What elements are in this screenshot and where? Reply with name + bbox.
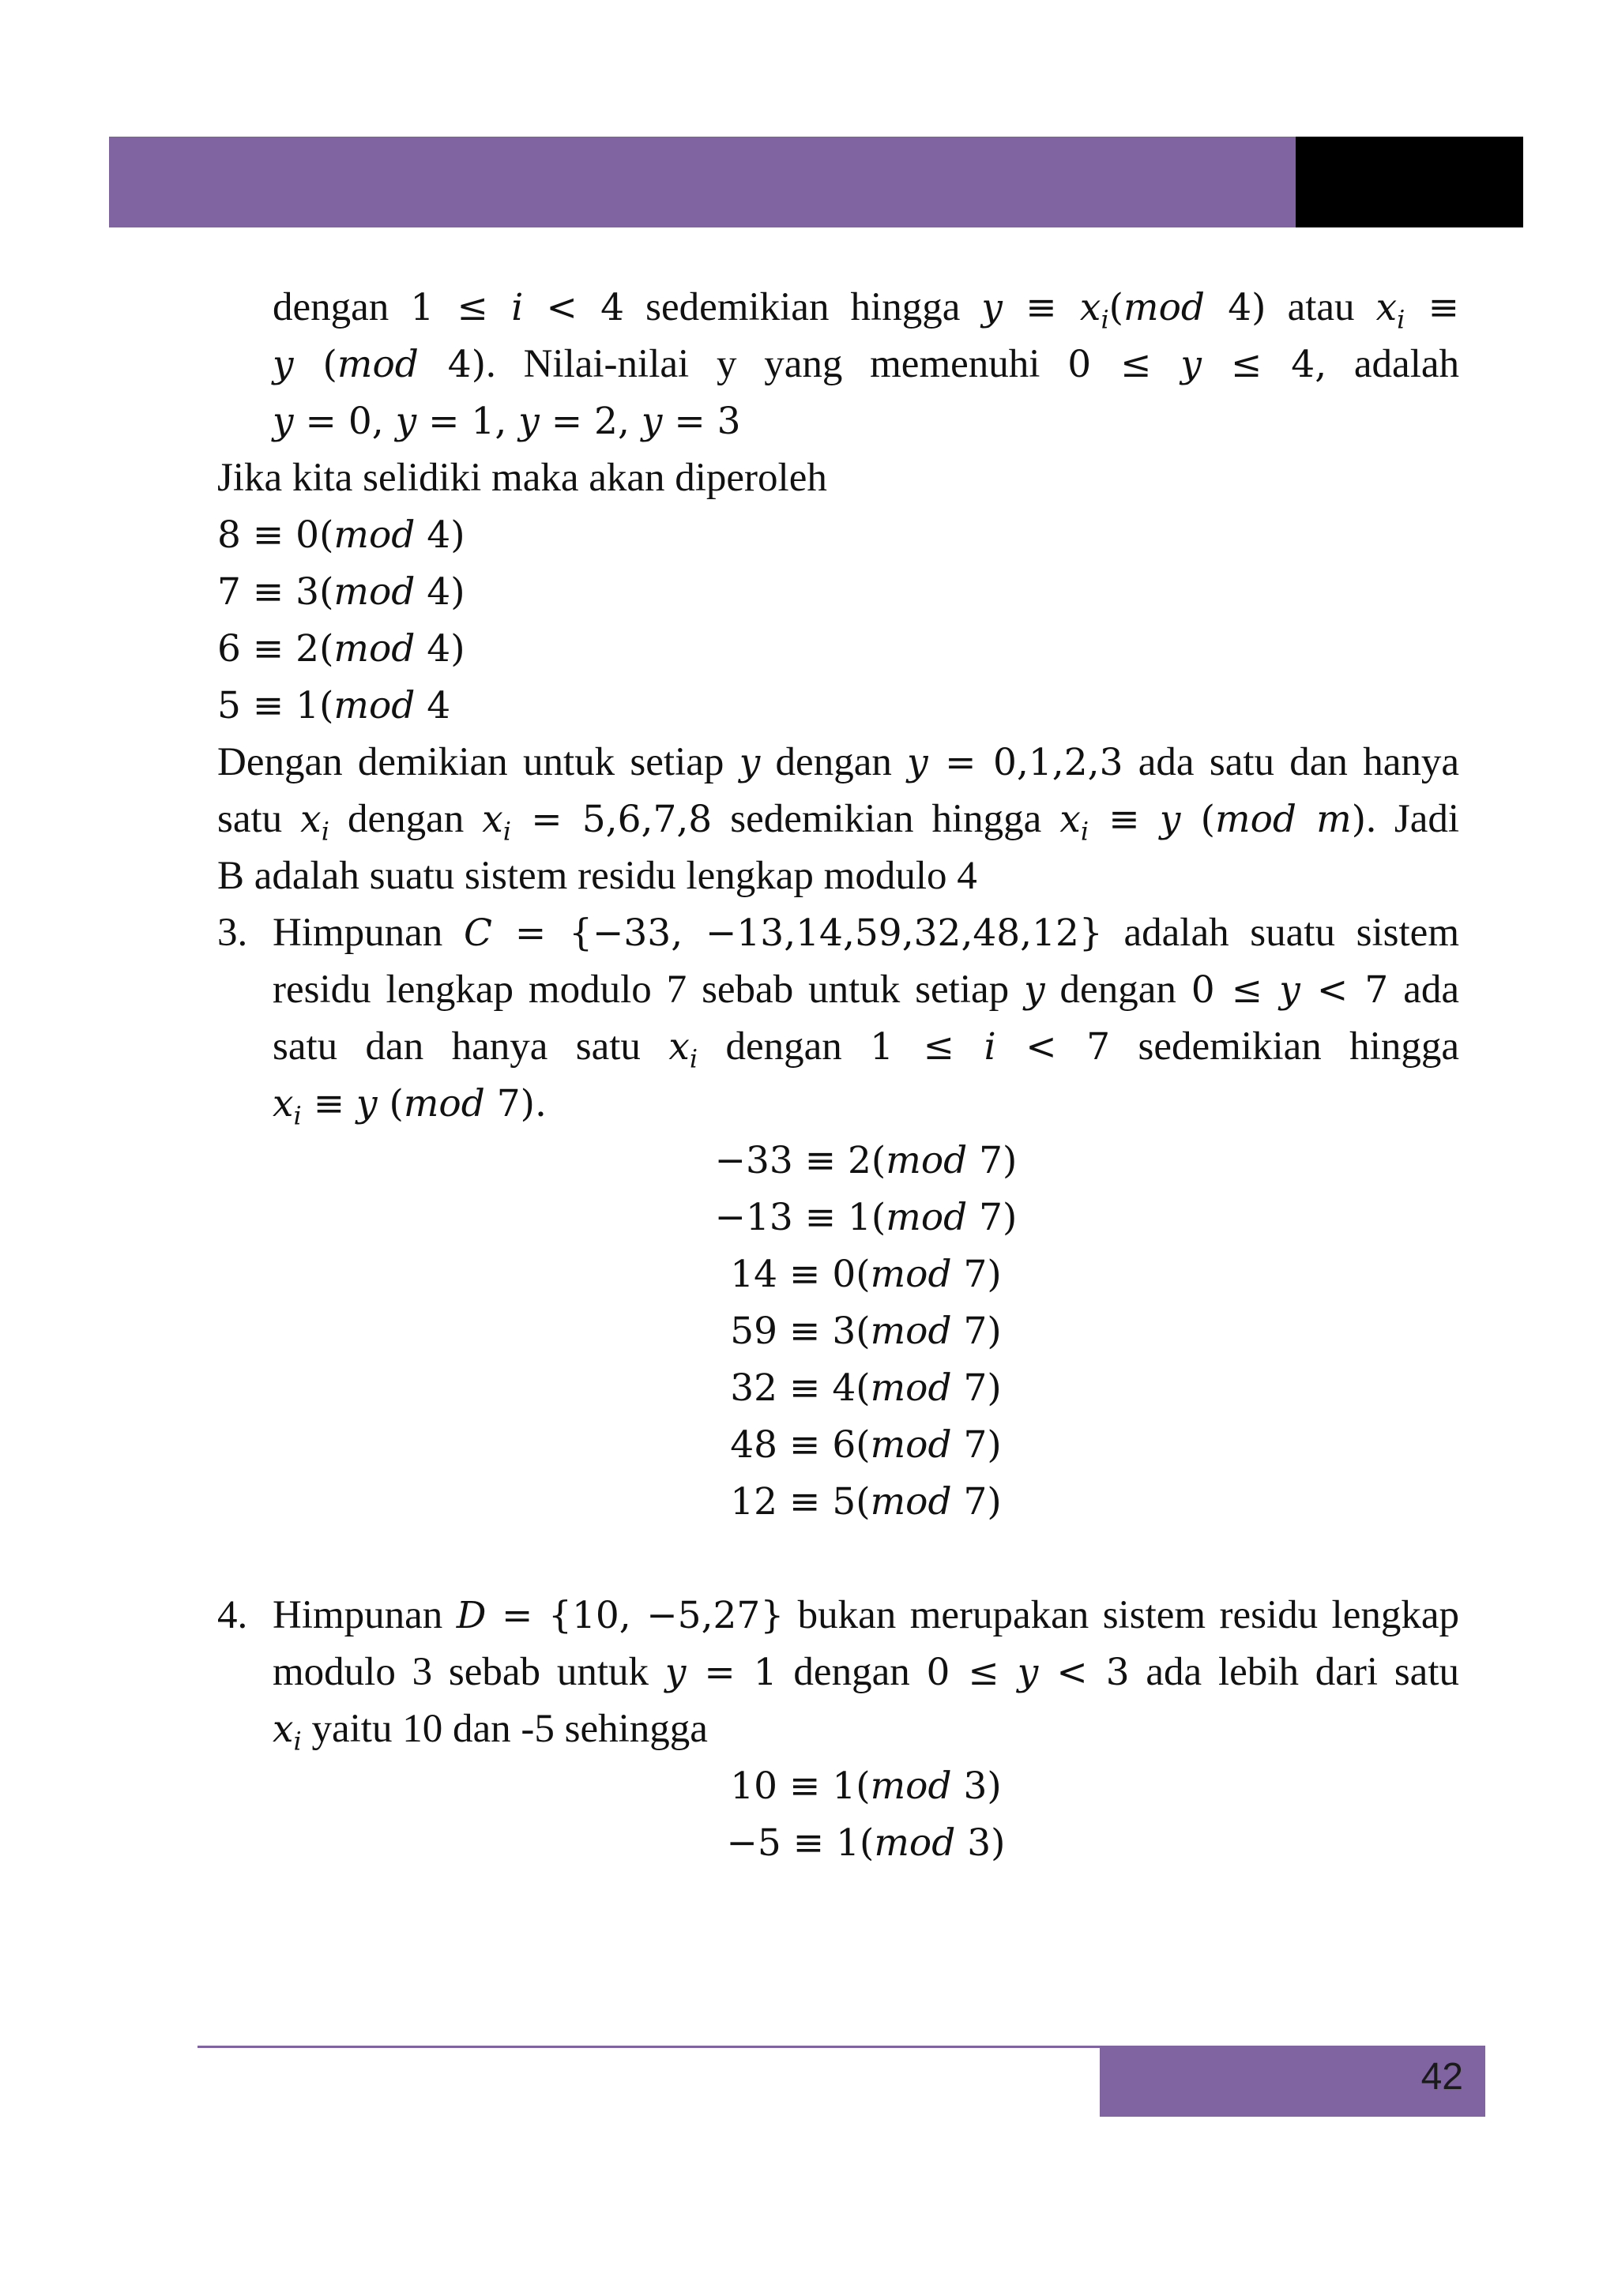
- text-line: 5 ≡ 1(mod 4: [217, 684, 451, 727]
- text-line: 7 ≡ 3(mod 4): [217, 570, 465, 614]
- page-number: 42: [1420, 2056, 1463, 2098]
- text-line: y (mod 4). Nilai-nilai y yang memenuhi 0 ≤ y ≤ 4, adalah: [273, 342, 1459, 386]
- footer-page-box: [1100, 2046, 1485, 2117]
- list-number: 3.: [217, 911, 248, 955]
- equation-line: 59 ≡ 3(mod 7): [730, 1310, 1002, 1353]
- page-body: [217, 279, 1459, 1871]
- equation-line: 12 ≡ 5(mod 7): [730, 1480, 1002, 1524]
- equation-line: −13 ≡ 1(mod 7): [714, 1196, 1018, 1239]
- footer-rule: [198, 2046, 1100, 2048]
- text-line: B adalah suatu sistem residu lengkap modulo 4: [217, 854, 977, 898]
- equation-line: 14 ≡ 0(mod 7): [730, 1253, 1002, 1296]
- text-line: satu dan hanya satu $x_i$ dengan 1 ≤ i < 7 sedemikian hingga: [273, 1024, 1459, 1074]
- text-line: 6 ≡ 2(mod 4): [217, 627, 465, 671]
- text-line: Dengan demikian untuk setiap y dengan y = 0,1,2,3 ada satu dan hanya: [217, 740, 1459, 784]
- equation-line: −33 ≡ 2(mod 7): [714, 1139, 1018, 1182]
- text-line: $x_i \equiv y$ (mod 7).: [273, 1082, 547, 1131]
- equation-line: 10 ≡ 1(mod 3): [730, 1764, 1002, 1808]
- text-line: 8 ≡ 0(mod 4): [217, 513, 465, 557]
- text-line: 4. Himpunan D = {10, −5,27} bukan merupakan sistem residu lengkap: [217, 1587, 1459, 1644]
- equation-line: 32 ≡ 4(mod 7): [730, 1366, 1002, 1410]
- text-line: 3. Himpunan C = {−33, −13,14,59,32,48,12} adalah suatu sistem: [217, 904, 1459, 961]
- header-accent-bar: [109, 137, 1296, 227]
- text-line: Jika kita selidiki maka akan diperoleh: [217, 456, 827, 500]
- text-line: y = 0, y = 1, y = 2, y = 3: [273, 400, 741, 443]
- equation-line: 48 ≡ 6(mod 7): [730, 1423, 1002, 1467]
- equation-line: −5 ≡ 1(mod 3): [726, 1821, 1006, 1865]
- text-line: modulo 3 sebab untuk y = 1 dengan 0 ≤ y < 3 ada lebih dari satu: [273, 1650, 1459, 1694]
- list-number: 4.: [217, 1593, 248, 1637]
- spacer: [217, 1530, 1459, 1587]
- text-line: satu $x_i$ dengan $x_i = 5,6,7,8$ sedemikian hingga $x_i \equiv y$ (mod m). Jadi: [217, 797, 1459, 847]
- text-line: residu lengkap modulo 7 sebab untuk setiap y dengan 0 ≤ y < 7 ada: [273, 968, 1459, 1012]
- text-line: dengan 1 ≤ i < 4 sedemikian hingga $y \equiv x_i(mod$ 4) atau $x_i$ ≡: [273, 285, 1459, 335]
- text-line: $x_i$ yaitu 10 dan -5 sehingga: [273, 1707, 708, 1757]
- header-tab-block: [1296, 137, 1523, 227]
